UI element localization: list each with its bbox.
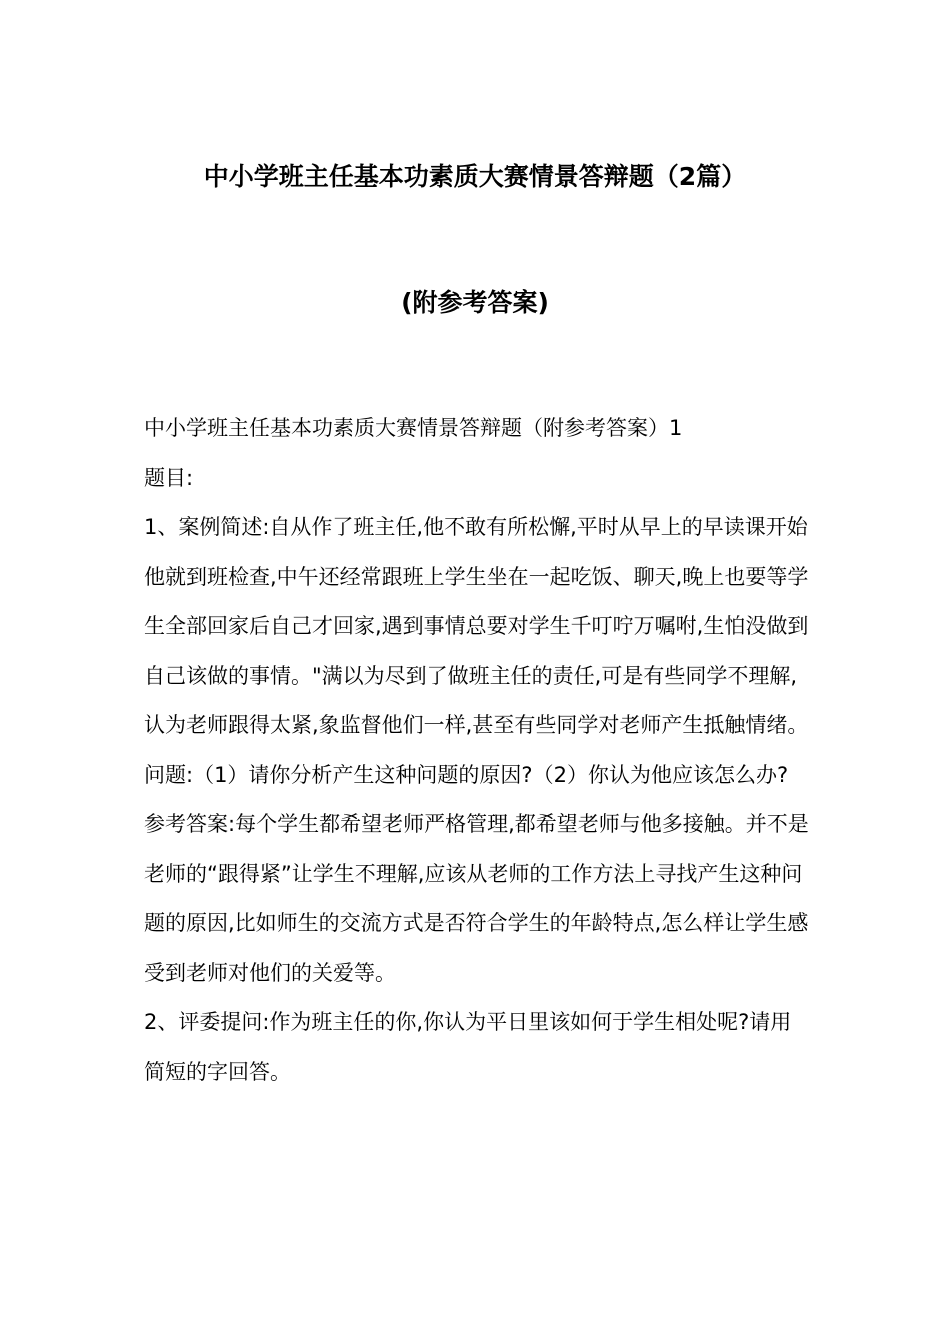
judge-question: 2、评委提问:作为班主任的你,你认为平日里该如何于学生相处呢?请用简短的字回答。 [144,1010,792,1084]
document-subtitle: (附参考答案) [401,288,549,317]
reference-answer: 参考答案:每个学生都希望老师严格管理,都希望老师与他多接触。并不是老师的“跟得紧”让学生不理解,应该从老师的工作方法上寻找产生这种问题的原因,比如师生的交流方式是否符合学生的年龄特点,怎么样让学生感受到老师对他们的关爱等。 [144,812,809,985]
question-label: 题目: [144,465,194,490]
document-body [144,404,809,1097]
case-description: 1、案例简述:自从作了班主任,他不敢有所松懈,平时从早上的早读课开始他就到班检查,中午还经常跟班上学生坐在一起吃饭、聊天,晚上也要等学生全部回家后自己才回家,遇到事情总要对学生千叮咛万嘱咐,生怕没做到自己该做的事情。"满以为尽到了做班主任的责任,可是有些同学不理解,认为老师跟得太紧,象监督他们一样,甚至有些同学对老师产生抵触情绪。 [144,515,809,737]
document-title: 中小学班主任基本功素质大赛情景答辩题（2篇） [203,162,747,191]
question-text: 问题:（1）请你分析产生这种问题的原因?（2）你认为他应该怎么办? [144,762,789,787]
section-heading: 中小学班主任基本功素质大赛情景答辩题（附参考答案）1 [144,416,683,440]
